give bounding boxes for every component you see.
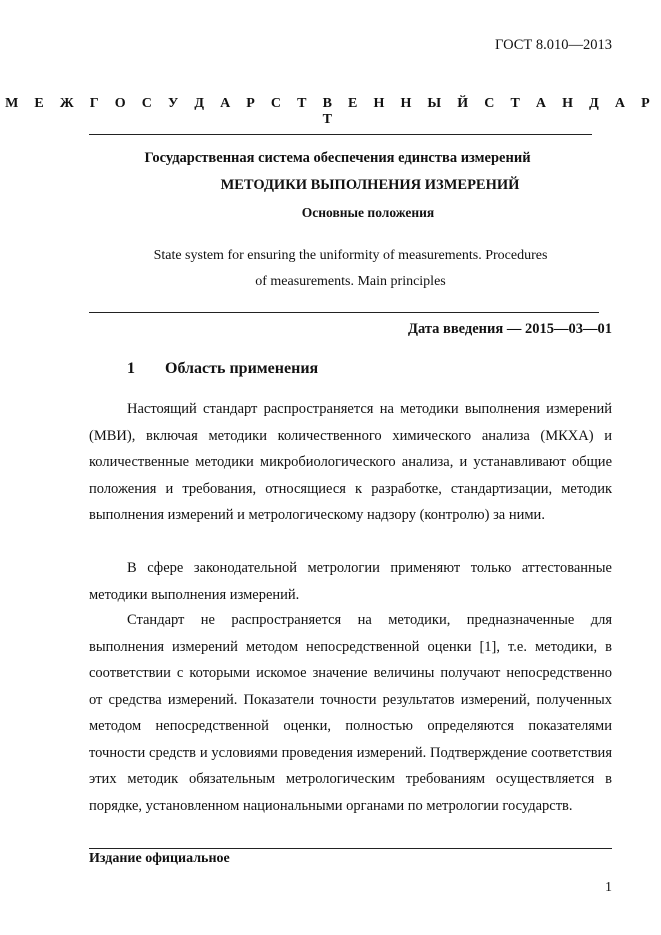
paragraph-text: В сфере законодательной метрологии применяют только аттестованные методики выполнения измерений. <box>89 560 612 603</box>
english-title-line1: State system for ensuring the uniformity of measurements. Procedures <box>153 248 548 263</box>
english-title-line2: of measurements. Main principles <box>255 274 446 289</box>
system-title: Государственная система обеспечения единства измерений <box>144 150 531 166</box>
top-divider <box>89 134 592 135</box>
middle-divider <box>89 312 599 313</box>
paragraph-scope <box>89 396 612 529</box>
english-title <box>0 243 661 295</box>
section-title: Область применения <box>165 360 319 377</box>
paragraph-text: Настоящий стандарт распространяется на методики выполнения измерений (МВИ), включая методики количественного химического анализа (МКХА) и количественные методики микробиологического анализа, и устанавливают общие положения и требования, относящиеся к разработке, стандартизации, методик выполнения измерений и метрологическому надзору (контролю) за ними. <box>89 401 612 523</box>
paragraph-legal-metrology <box>89 555 612 608</box>
introduction-date: Дата введения — 2015—03—01 <box>407 321 612 337</box>
paragraph-text: Стандарт не распространяется на методики, предназначенные для выполнения измерений методом непосредственной оценки [1], т.е. методики, в соответствии с которыми искомое значение величины получают непосредственно от средства измерений. Показатели точности результатов измерений, полученных методом непосредственной оценки, полностью определяются показателями точности средств и условиями проведения измерений. Подтверждение соответствия этих методик обязательным метрологическим требованиям осуществляется в порядке, установленном национальными органами по метрологии государств. <box>89 612 612 814</box>
page-number: 1 <box>605 880 612 895</box>
paragraph-exclusions <box>89 607 612 819</box>
official-edition-label: Издание официальное <box>89 851 230 866</box>
standard-banner: М Е Ж Г О С У Д А Р С Т В Е Н Н Ы Й С Т А Н Д А Р Т <box>5 96 656 127</box>
document-subtitle: Основные положения <box>301 205 435 220</box>
document-title: МЕТОДИКИ ВЫПОЛНЕНИЯ ИЗМЕРЕНИЙ <box>220 177 520 193</box>
document-code: ГОСТ 8.010—2013 <box>495 37 612 53</box>
section-number: 1 <box>127 360 135 377</box>
footer-divider <box>89 848 612 849</box>
